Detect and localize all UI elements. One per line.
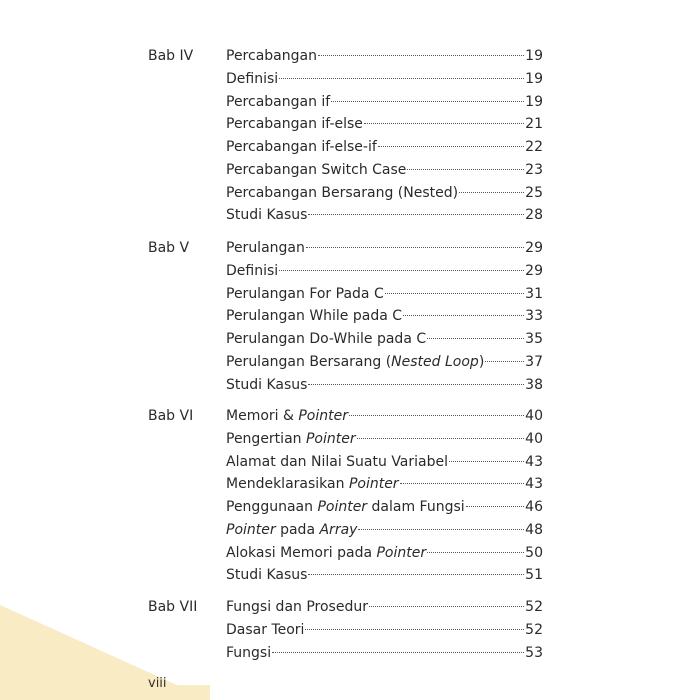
toc-entry-title: [226, 305, 402, 328]
title-text: Percabangan if: [226, 93, 331, 110]
dot-leader: [369, 606, 524, 607]
italic-term: Pointer: [376, 544, 427, 561]
dot-leader: [349, 415, 524, 416]
toc-entry-title: [226, 374, 307, 397]
toc-entry-title: [226, 428, 356, 451]
italic-term: Pointer: [305, 430, 356, 447]
toc-entry-page: 29: [525, 240, 543, 256]
title-text: Fungsi dan Prosedur: [226, 599, 368, 615]
toc-entry-page: 51: [525, 567, 543, 584]
toc-entry[interactable]: [226, 374, 543, 397]
title-text: Memori &: [226, 408, 299, 424]
toc-entry-page: 31: [525, 285, 543, 302]
toc-entry-title: [226, 328, 426, 351]
dot-leader: [279, 78, 524, 79]
title-text: Percabangan Bersarang (Nested): [226, 184, 459, 201]
italic-term: Nested Loop: [391, 353, 479, 370]
toc-entry-page: 29: [525, 262, 543, 279]
dot-leader: [306, 247, 524, 248]
toc-entry-page: 21: [525, 116, 543, 133]
toc-entry-page: 33: [525, 308, 543, 325]
title-text: Alokasi Memori pada: [226, 544, 377, 561]
toc-entry-title: [226, 45, 317, 68]
title-text: dalam Fungsi: [367, 499, 465, 515]
toc-entry[interactable]: [226, 113, 543, 136]
toc-entry[interactable]: [226, 642, 543, 665]
toc-entry-title: [226, 473, 399, 496]
toc-entry-page: 22: [525, 139, 543, 155]
toc-entry[interactable]: [226, 519, 543, 542]
italic-term: Pointer: [317, 499, 368, 515]
title-text: Studi Kasus: [226, 376, 308, 393]
toc-entry[interactable]: [226, 283, 543, 306]
toc-entry-page: 19: [525, 93, 543, 110]
toc-entry-title: [226, 542, 426, 565]
italic-term: Pointer: [348, 476, 399, 493]
toc-entry[interactable]: [226, 305, 543, 328]
toc-entry-title: [226, 405, 348, 428]
toc-entry[interactable]: [226, 136, 543, 159]
toc-entry[interactable]: [226, 405, 543, 428]
toc-entry[interactable]: [226, 496, 543, 519]
title-text: ): [478, 353, 485, 370]
dot-leader: [449, 461, 524, 462]
title-text: Pengertian: [226, 430, 306, 447]
title-text: Percabangan if-else-if: [226, 139, 377, 155]
title-text: Percabangan Switch Case: [226, 161, 407, 178]
toc-entry-page: 25: [525, 184, 543, 201]
chapter-label: Bab IV: [148, 48, 194, 64]
toc-entry[interactable]: [226, 260, 543, 283]
title-text: Mendeklarasikan: [226, 476, 349, 493]
toc-entry-title: [226, 260, 278, 283]
toc-entry-title: [226, 68, 278, 91]
italic-term: Pointer: [298, 408, 348, 424]
dot-leader: [318, 55, 524, 56]
dot-leader: [305, 629, 524, 630]
toc-entry-title: [226, 642, 271, 665]
toc-entry[interactable]: [226, 91, 543, 114]
toc-entry-page: 50: [525, 544, 543, 561]
corner-decoration-base: [0, 685, 210, 700]
toc-entry[interactable]: [226, 204, 543, 227]
title-text: Fungsi: [226, 644, 272, 661]
toc-entry-page: 52: [525, 621, 543, 638]
toc-entry[interactable]: [226, 328, 543, 351]
dot-leader: [357, 438, 525, 439]
dot-leader: [272, 652, 524, 653]
dot-leader: [331, 101, 524, 102]
toc-entry[interactable]: [226, 619, 543, 642]
toc-entry-title: [226, 596, 368, 619]
title-text: Perulangan While pada C: [226, 308, 403, 325]
toc-entry-title: [226, 496, 465, 519]
title-text: Perulangan: [226, 240, 305, 256]
toc-entry-title: [226, 451, 448, 474]
toc-entry[interactable]: [226, 45, 543, 68]
chapter-label: Bab VII: [148, 599, 198, 615]
toc-entry-page: 19: [525, 48, 543, 64]
toc-entry-page: 43: [525, 453, 543, 470]
toc-entry-title: [226, 159, 406, 182]
toc-entry-title: [226, 182, 458, 205]
toc-entry[interactable]: [226, 237, 543, 260]
toc-entry[interactable]: [226, 182, 543, 205]
toc-entry[interactable]: [226, 351, 543, 374]
dot-leader: [358, 529, 524, 530]
toc-entry-page: 46: [525, 499, 543, 515]
title-text: Perulangan Bersarang (: [226, 353, 392, 370]
title-text: Studi Kasus: [226, 567, 308, 584]
toc-entry[interactable]: [226, 451, 543, 474]
dot-leader: [427, 552, 524, 553]
toc-entry-title: [226, 564, 307, 587]
title-text: Percabangan: [226, 48, 317, 64]
toc-entry[interactable]: [226, 428, 543, 451]
title-text: Studi Kasus: [226, 207, 308, 224]
dot-leader: [407, 169, 524, 170]
dot-leader: [308, 214, 524, 215]
title-text: Definisi: [226, 262, 279, 279]
toc-entry-page: 53: [525, 644, 543, 661]
toc-entry-page: 43: [525, 476, 543, 493]
toc-entry[interactable]: [226, 159, 543, 182]
italic-term: Array: [319, 521, 358, 538]
dot-leader: [485, 361, 524, 362]
toc-entry-page: 38: [525, 376, 543, 393]
title-text: Dasar Teori: [226, 621, 305, 638]
dot-leader: [459, 192, 524, 193]
toc-entry-page: 23: [525, 161, 543, 178]
toc-entry-title: [226, 619, 304, 642]
title-text: Penggunaan: [226, 499, 318, 515]
title-text: Perulangan Do-While pada C: [226, 331, 427, 347]
dot-leader: [400, 483, 525, 484]
toc-entry[interactable]: [226, 596, 543, 619]
page-number: viii: [148, 676, 167, 691]
toc-entry-title: [226, 91, 330, 114]
dot-leader: [403, 315, 524, 316]
toc-entry-page: 19: [525, 70, 543, 87]
dot-leader: [385, 293, 524, 294]
title-text: pada: [275, 521, 320, 538]
toc-entry-title: [226, 113, 363, 136]
dot-leader: [279, 270, 524, 271]
toc-entry-page: 52: [525, 599, 543, 615]
chapter-label: Bab VI: [148, 408, 194, 424]
title-text: Percabangan if-else: [226, 116, 363, 133]
toc-entry-title: [226, 204, 307, 227]
title-text: Perulangan For Pada C: [226, 285, 384, 302]
dot-leader: [308, 574, 524, 575]
toc-entry-title: [226, 519, 357, 542]
toc-entry-page: 28: [525, 207, 543, 224]
toc-entry-title: [226, 351, 484, 374]
toc-entry[interactable]: [226, 542, 543, 565]
toc-entry-title: [226, 136, 377, 159]
toc-entry-page: 48: [525, 521, 543, 538]
toc-entry-page: 40: [525, 430, 543, 447]
toc-entry-title: [226, 237, 305, 260]
dot-leader: [308, 384, 524, 385]
dot-leader: [378, 146, 524, 147]
toc-entry[interactable]: [226, 68, 543, 91]
toc-entry-page: 35: [525, 331, 543, 347]
toc-entry[interactable]: [226, 473, 543, 496]
chapter-label: Bab V: [148, 240, 190, 256]
toc-entry-title: [226, 283, 384, 306]
toc-entry-page: 40: [525, 408, 543, 424]
dot-leader: [364, 123, 524, 124]
dot-leader: [466, 506, 525, 507]
title-text: Definisi: [226, 70, 279, 87]
title-text: Alamat dan Nilai Suatu Variabel: [226, 453, 448, 470]
italic-term: Pointer: [226, 521, 276, 538]
toc-entry-page: 37: [525, 353, 543, 370]
toc-entry[interactable]: [226, 564, 543, 587]
dot-leader: [427, 338, 524, 339]
